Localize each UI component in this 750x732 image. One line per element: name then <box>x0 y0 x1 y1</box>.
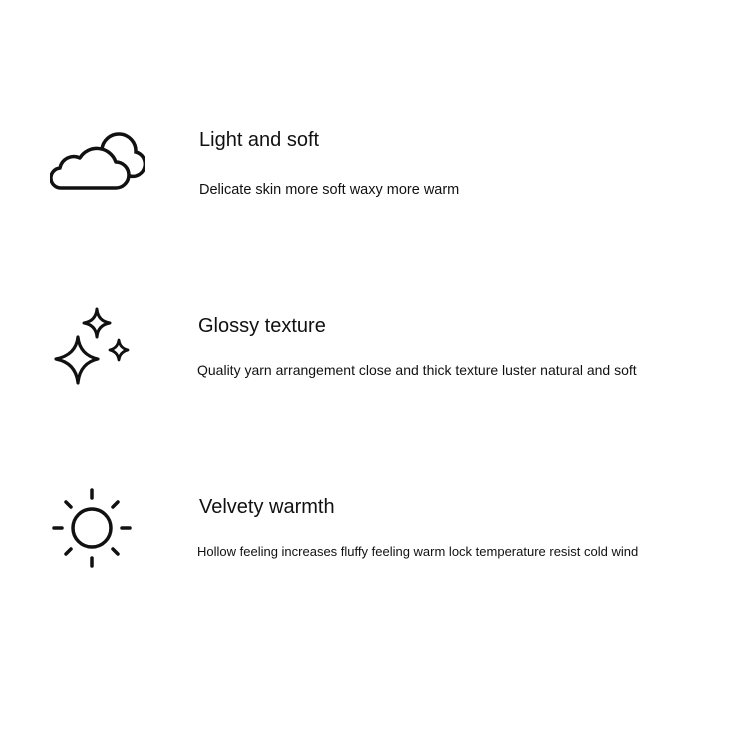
cloud-icon <box>50 130 145 195</box>
feature-desc-velvety: Hollow feeling increases fluffy feeling warm lock temperature resist cold wind <box>197 544 639 559</box>
feature-title-light-soft: Light and soft <box>199 129 320 151</box>
feature-desc-light-soft: Delicate skin more soft waxy more warm <box>199 182 460 198</box>
sun-icon <box>52 488 132 568</box>
feature-desc-glossy: Quality yarn arrangement close and thick texture luster natural and soft <box>197 362 637 378</box>
feature-title-glossy: Glossy texture <box>198 315 326 337</box>
sparkle-icon <box>52 305 134 390</box>
feature-title-velvety: Velvety warmth <box>199 496 335 518</box>
